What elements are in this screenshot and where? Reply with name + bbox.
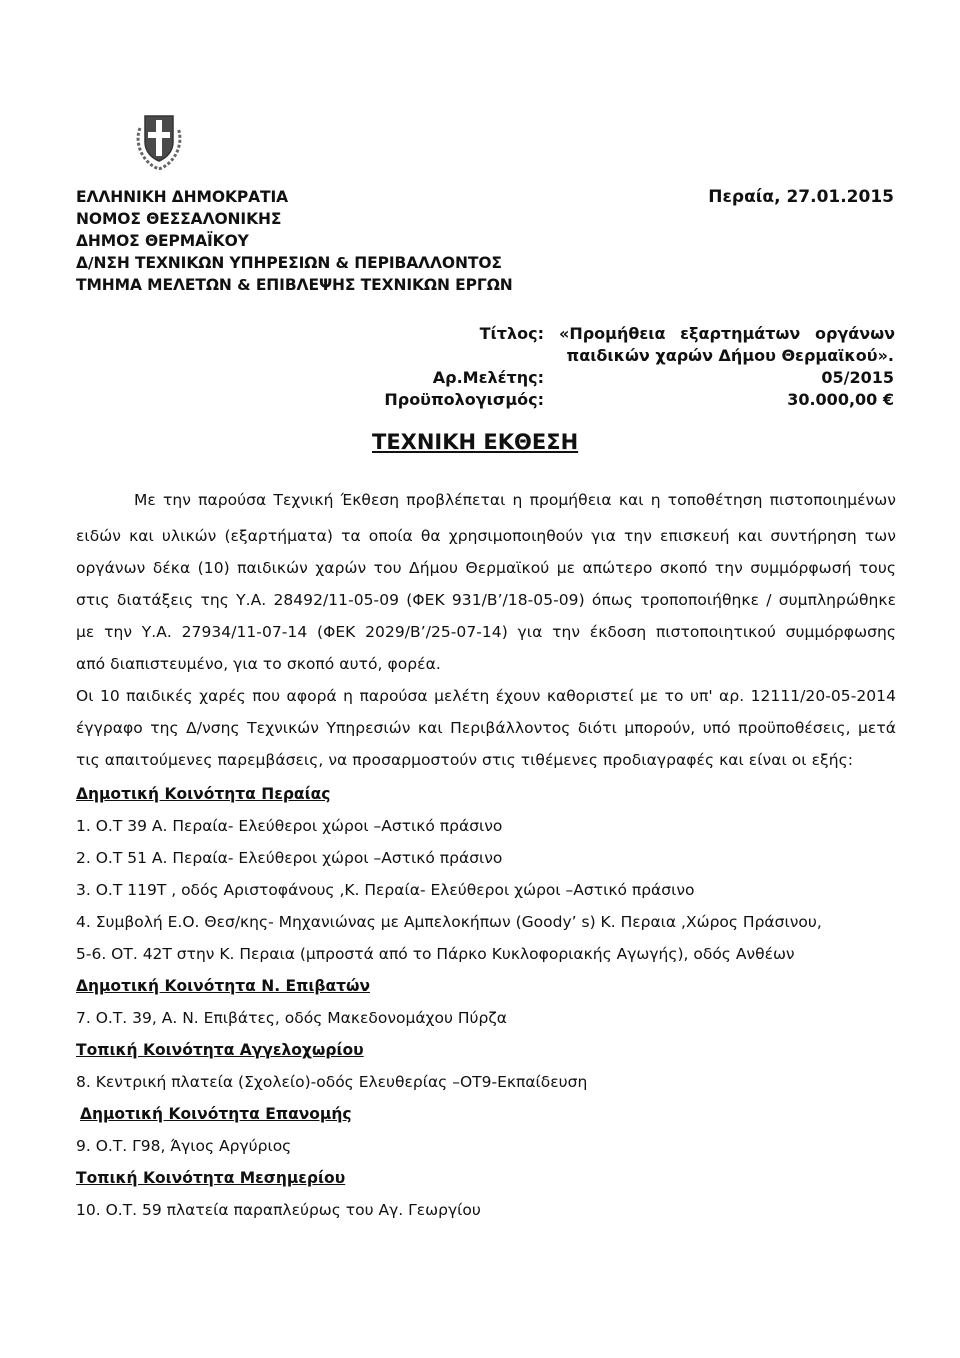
paragraph-line: Οι 10 παιδικές χαρές που αφορά η παρούσα μελέτη έχουν καθοριστεί με το υπ' αρ. 12111/20-05-2014 [76, 687, 896, 705]
org-line: ΕΛΛΗΝΙΚΗ ΔΗΜΟΚΡΑΤΙΑ [76, 188, 289, 206]
section-title: Δημοτική Κοινότητα Επανομής [80, 1105, 352, 1123]
study-number-value: 05/2015 [821, 368, 894, 387]
list-item: 1. Ο.Τ 39 Α. Περαία- Ελεύθεροι χώροι –Αστικό πράσινο [76, 817, 503, 835]
title-label: Τίτλος: [479, 324, 544, 343]
document-heading: ΤΕΧΝΙΚΗ ΕΚΘΕΣΗ [372, 430, 579, 454]
place-date: Περαία, 27.01.2015 [708, 187, 894, 207]
list-item: 10. Ο.Τ. 59 πλατεία παραπλεύρως του Αγ. Γεωργίου [76, 1201, 481, 1219]
list-item: 7. Ο.Τ. 39, Α. Ν. Επιβάτες, οδός Μακεδονομάχου Πύρζα [76, 1009, 507, 1027]
budget-label: Προϋπολογισμός: [384, 390, 544, 409]
list-item: 4. Συμβολή Ε.Ο. Θεσ/κης- Μηχανιώνας με Αμπελοκήπων (Goody’ s) Κ. Περαια ,Χώρος Πράσινου, [76, 913, 822, 931]
list-item: 3. Ο.Τ 119Τ , οδός Αριστοφάνους ,Κ. Περαία- Ελεύθεροι χώροι –Αστικό πράσινο [76, 881, 695, 899]
org-line: ΤΜΗΜΑ ΜΕΛΕΤΩΝ & ΕΠΙΒΛΕΨΗΣ ΤΕΧΝΙΚΩΝ ΕΡΓΩΝ [76, 276, 513, 294]
list-item: 9. Ο.Τ. Γ98, Άγιος Αργύριος [76, 1137, 292, 1155]
list-item: 2. Ο.Τ 51 Α. Περαία- Ελεύθεροι χώροι –Αστικό πράσινο [76, 849, 503, 867]
paragraph-line: οργάνων δέκα (10) παιδικών χαρών του Δήμου Θερμαϊκού με απώτερο σκοπό την συμμόρφωσή τους [76, 559, 896, 577]
paragraph-line: στις διατάξεις της Υ.Α. 28492/11-05-09 (ΦΕΚ 931/Β’/18-05-09) όπως τροποποιήθηκε / συμπληρώθηκε [76, 591, 896, 609]
title-value-line1: «Προμήθεια εξαρτημάτων οργάνων [559, 324, 895, 343]
section-title: Δημοτική Κοινότητα Ν. Επιβατών [76, 977, 371, 995]
study-number-label: Αρ.Μελέτης: [432, 368, 544, 387]
org-line: ΝΟΜΟΣ ΘΕΣΣΑΛΟΝΙΚΗΣ [76, 210, 282, 228]
title-value-line2: παιδικών χαρών Δήμου Θερμαϊκού». [566, 346, 894, 365]
section-title: Δημοτική Κοινότητα Περαίας [76, 785, 331, 803]
paragraph-line: Με την παρούσα Τεχνική Έκθεση προβλέπεται η προμήθεια και η τοποθέτηση πιστοποιημένων [134, 491, 896, 509]
paragraph-line: έγγραφο της Δ/νσης Τεχνικών Υπηρεσιών και Περιβάλλοντος διότι μπορούν, υπό προϋποθέσεις, μετά [76, 719, 896, 737]
list-item: 5-6. ΟΤ. 42Τ στην Κ. Περαια (μπροστά από το Πάρκο Κυκλοφοριακής Αγωγής), οδός Ανθέων [76, 945, 795, 963]
org-line: ΔΗΜΟΣ ΘΕΡΜΑΪΚΟΥ [76, 232, 249, 250]
budget-value: 30.000,00 € [787, 390, 894, 409]
paragraph-line: τις απαιτούμενες παρεμβάσεις, να προσαρμοστούν στις τιθέμενες προδιαγραφές και είναι οι εξής: [76, 751, 853, 769]
paragraph-line: με την Υ.Α. 27934/11-07-14 (ΦΕΚ 2029/Β’/25-07-14) για την έκδοση πιστοποιητικού συμμόρφωσης [76, 623, 896, 641]
list-item: 8. Κεντρική πλατεία (Σχολείο)-οδός Ελευθερίας –ΟΤ9-Εκπαίδευση [76, 1073, 588, 1091]
org-line: Δ/ΝΣΗ ΤΕΧΝΙΚΩΝ ΥΠΗΡΕΣΙΩΝ & ΠΕΡΙΒΑΛΛΟΝΤΟΣ [76, 254, 502, 272]
section-title: Τοπική Κοινότητα Μεσημερίου [76, 1169, 346, 1187]
paragraph-line: ειδών και υλικών (εξαρτήματα) τα οποία θα χρησιμοποιηθούν για την επισκευή και συντήρηση των [76, 527, 896, 545]
coat-of-arms-icon [130, 108, 188, 170]
section-title: Τοπική Κοινότητα Αγγελοχωρίου [76, 1041, 364, 1059]
paragraph-line: από διαπιστευμένο, για το σκοπό αυτό, φορέα. [76, 655, 441, 673]
